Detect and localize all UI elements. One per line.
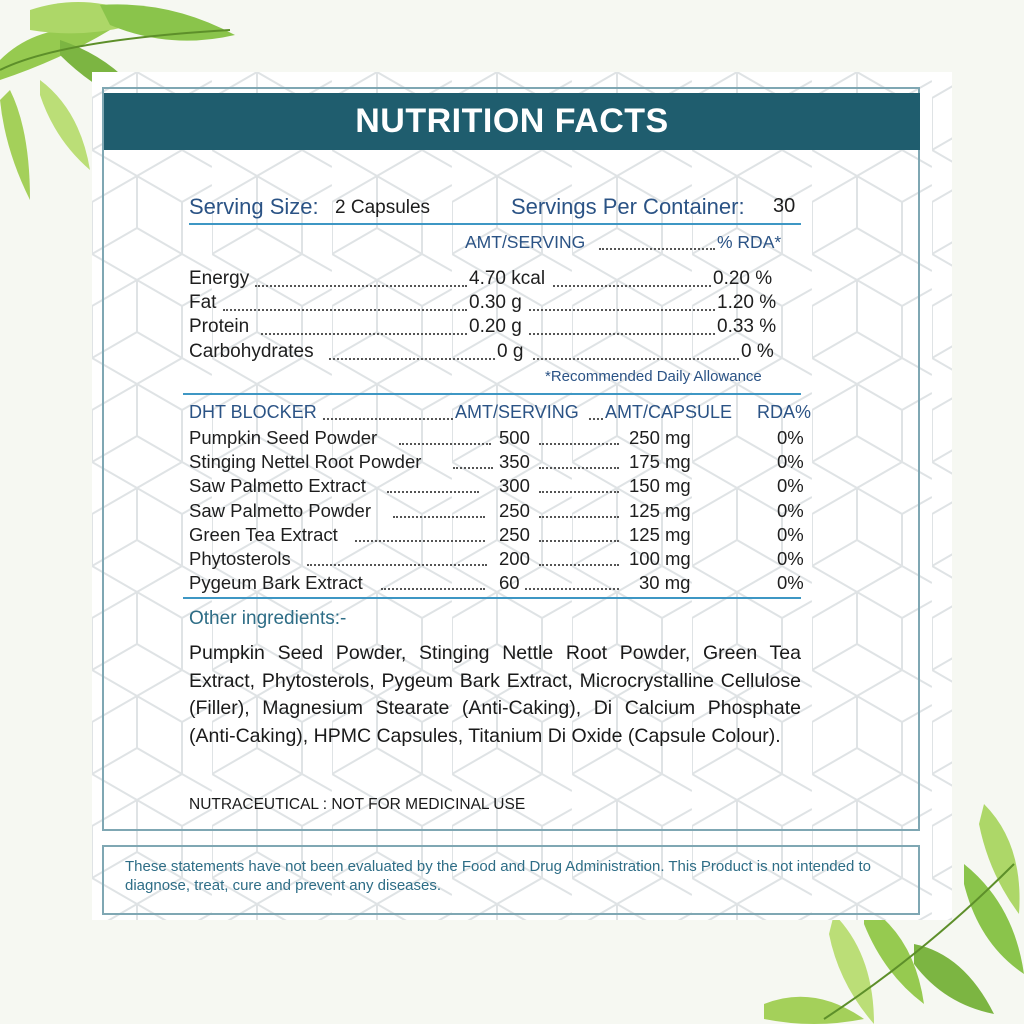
ingredient-name: Saw Palmetto Extract (189, 475, 366, 496)
servings-per-container-value: 30 (773, 195, 796, 217)
ingredient-name: Stinging Nettel Root Powder (189, 451, 422, 472)
nutrition-header-amt: AMT/SERVING (465, 232, 586, 252)
nutrient-rda: 0.20 % (713, 268, 773, 289)
dht-rule (183, 597, 801, 599)
ingredient-name: Green Tea Extract (189, 524, 338, 545)
other-ingredients-label: Other ingredients:- (189, 608, 347, 629)
servings-per-container-label: Servings Per Container: (511, 194, 745, 219)
other-ingredients-text: Pumpkin Seed Powder, Stinging Nettle Root Powder, Green Tea Extract, Phytosterols, Pygeum Bark Extract, Microcrystalline Cellulose (Filler), Magnesium Stearate (Anti-Caking), Di Calcium Phosphate (Anti-Caking), HPMC Capsules, Titanium Di Oxide (Capsule Colour). (189, 642, 801, 747)
serving-size-label: Serving Size: (189, 194, 319, 219)
amt-serving: 200 (499, 548, 530, 569)
nutrient-name: Protein (189, 316, 250, 337)
serving-size-value: 2 Capsules (335, 197, 431, 218)
amt-capsule: 175 mg (629, 451, 691, 472)
rda-percent: 0% (777, 475, 804, 496)
amt-serving: 250 (499, 524, 530, 545)
amt-capsule: 150 mg (629, 475, 691, 496)
rda-percent: 0% (777, 427, 804, 448)
nutrition-rule (183, 393, 801, 395)
amt-serving: 60 (499, 572, 520, 593)
dht-header-rda: RDA% (757, 402, 812, 422)
rda-percent: 0% (777, 548, 804, 569)
amt-serving: 350 (499, 451, 530, 472)
ingredient-name: Saw Palmetto Powder (189, 500, 372, 521)
amt-capsule: 125 mg (629, 500, 691, 521)
amt-capsule: 125 mg (629, 524, 691, 545)
amt-serving: 250 (499, 500, 530, 521)
nutraceutical-note: NUTRACEUTICAL : NOT FOR MEDICINAL USE (189, 796, 526, 813)
serving-rule (189, 223, 801, 225)
ingredient-name: Pumpkin Seed Powder (189, 427, 378, 448)
amt-capsule: 100 mg (629, 548, 691, 569)
nutrient-name: Carbohydrates (189, 341, 314, 362)
nutrient-rda: 0.33 % (717, 316, 777, 337)
ingredient-name: Pygeum Bark Extract (189, 572, 363, 593)
rda-footnote: *Recommended Daily Allowance (545, 368, 762, 385)
nutrient-amount: 0.30 g (469, 292, 522, 313)
dht-header-amt-serving: AMT/SERVING (455, 402, 579, 422)
nutrient-amount: 4.70 kcal (469, 268, 546, 289)
rda-percent: 0% (777, 572, 804, 593)
nutrient-name: Fat (189, 292, 217, 313)
page-title: NUTRITION FACTS (104, 93, 920, 150)
fda-disclaimer: These statements have not been evaluated by the Food and Drug Administration. This Product is not intended to diagnose, treat, cure and prevent any diseases. (125, 858, 872, 894)
dht-header-name: DHT BLOCKER (189, 402, 317, 422)
amt-serving: 500 (499, 427, 530, 448)
ingredient-name: Phytosterols (189, 548, 291, 569)
rda-percent: 0% (777, 524, 804, 545)
amt-capsule: 30 mg (639, 572, 691, 593)
nutrient-rda: 1.20 % (717, 292, 777, 313)
rda-percent: 0% (777, 500, 804, 521)
amt-serving: 300 (499, 475, 530, 496)
nutrition-header-rda: % RDA* (717, 232, 782, 252)
nutrient-name: Energy (189, 268, 250, 289)
rda-percent: 0% (777, 451, 804, 472)
nutrient-rda: 0 % (741, 341, 774, 362)
amt-capsule: 250 mg (629, 427, 691, 448)
nutrient-amount: 0.20 g (469, 316, 522, 337)
nutrition-label-card (92, 72, 952, 920)
nutrient-amount: 0 g (497, 341, 524, 362)
dht-header-amt-capsule: AMT/CAPSULE (605, 402, 733, 422)
nutrition-header-dots (599, 248, 715, 250)
